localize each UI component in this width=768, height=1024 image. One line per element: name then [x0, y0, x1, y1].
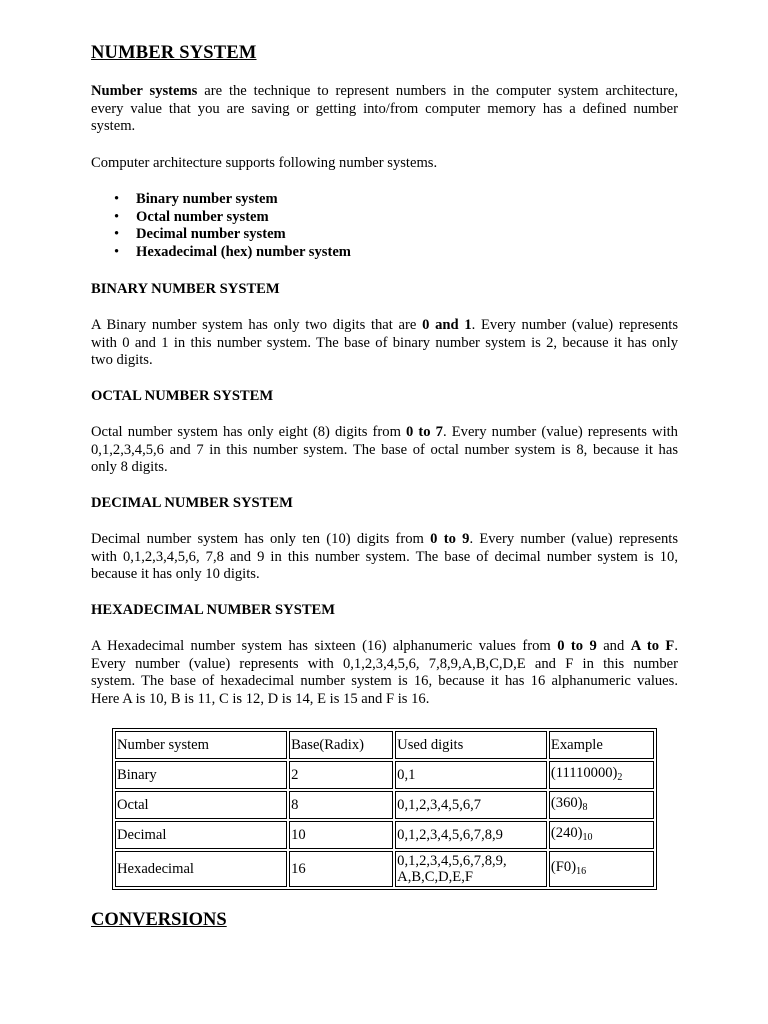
- binary-paragraph: [91, 317, 678, 370]
- list-item: [91, 191, 351, 209]
- binary-text: A Binary number system has only two digits that are: [91, 317, 423, 333]
- intro-line2: every value that you are saving or getting into/from computer memory has a defined number: [91, 100, 678, 117]
- number-system-table: [112, 728, 657, 890]
- table-cell: 0,1: [395, 761, 547, 789]
- table-header-cell: Number system: [115, 731, 287, 759]
- digits-line: A,B,C,D,E,F: [397, 869, 473, 885]
- decimal-paragraph: [91, 531, 678, 584]
- table-row: [115, 851, 654, 887]
- number-system-list: [91, 191, 351, 261]
- hex-heading: HEXADECIMAL NUMBER SYSTEM: [91, 602, 336, 618]
- hex-text: and: [596, 638, 631, 654]
- octal-paragraph: [91, 424, 678, 477]
- table-cell: 0,1,2,3,4,5,6,7,8,9: [395, 821, 547, 849]
- list-item-label: Hexadecimal (hex) number system: [136, 243, 351, 260]
- table-row: [115, 761, 654, 789]
- table-cell: [549, 821, 654, 849]
- list-item: [91, 226, 351, 244]
- list-item-label: Binary number system: [136, 191, 278, 207]
- table-cell: [549, 761, 654, 789]
- hex-letters: A to F: [630, 638, 675, 654]
- table-cell: [549, 851, 654, 887]
- table-cell: 0,1,2,3,4,5,6,7: [395, 791, 547, 819]
- binary-text: . Every number (value) represents: [471, 317, 679, 333]
- supports-text: Computer architecture supports following number systems.: [91, 155, 438, 171]
- bullet-icon: •: [114, 226, 120, 243]
- octal-line3: only 8 digits.: [91, 459, 168, 475]
- octal-line2: 0,1,2,3,4,5,6 and 7 in this number system. The base of octal number system is 8, because it has: [91, 441, 678, 458]
- hex-paragraph: [91, 638, 678, 708]
- octal-text: Octal number system has only eight (8) digits from: [91, 424, 407, 440]
- list-item: [91, 209, 351, 227]
- example-value: (F0): [550, 858, 577, 875]
- example-value: (240): [550, 824, 583, 841]
- table-header-cell: Used digits: [395, 731, 547, 759]
- example-base: 2: [617, 771, 623, 783]
- table-cell: 2: [289, 761, 393, 789]
- hex-line2: Every number (value) represents with 0,1,2,3,4,5,6, 7,8,9,A,B,C,D,E and F in this number: [91, 655, 678, 672]
- hex-digits: 0 to 9: [557, 638, 597, 654]
- intro-line1: are the technique to represent numbers in the computer system architecture,: [197, 83, 678, 99]
- bullet-icon: •: [114, 191, 120, 207]
- binary-digits: 0 and 1: [422, 317, 472, 333]
- binary-line2: with 0 and 1 in this number system. The base of binary number system is 2, because it has only: [91, 334, 678, 351]
- octal-text: . Every number (value) represents with: [442, 424, 678, 440]
- conversions-heading: CONVERSIONS: [91, 910, 227, 930]
- example-value: (11110000): [550, 764, 618, 781]
- intro-paragraph: [91, 83, 678, 136]
- list-item: [91, 244, 351, 262]
- example-base: 16: [576, 865, 587, 877]
- decimal-digits: 0 to 9: [430, 531, 470, 547]
- table-cell: Hexadecimal: [115, 851, 287, 887]
- hex-line4: Here A is 10, B is 11, C is 12, D is 14, E is 15 and F is 16.: [91, 690, 430, 707]
- table-cell: Octal: [115, 791, 287, 819]
- table-row: [115, 791, 654, 819]
- table-cell: 10: [289, 821, 393, 849]
- table-cell: Decimal: [115, 821, 287, 849]
- table-cell: [395, 851, 547, 887]
- binary-line3: two digits.: [91, 352, 153, 368]
- example-value: (360): [550, 794, 583, 811]
- list-item-label: Decimal number system: [136, 226, 286, 243]
- decimal-text: . Every number (value) represents: [469, 531, 678, 547]
- octal-digits: 0 to 7: [406, 424, 443, 440]
- table-cell: 16: [289, 851, 393, 887]
- hex-line3: system. The base of hexadecimal number system is 16, because it has 16 alphanumeric values.: [91, 673, 678, 689]
- list-item-label: Octal number system: [136, 208, 269, 225]
- page-title: NUMBER SYSTEM: [91, 43, 257, 63]
- table-row: [115, 821, 654, 849]
- table-cell: 8: [289, 791, 393, 819]
- decimal-line3: because it has only 10 digits.: [91, 566, 260, 582]
- example-base: 8: [582, 801, 588, 813]
- decimal-line2: with 0,1,2,3,4,5,6, 7,8 and 9 in this number system. The base of decimal number system is 10,: [91, 548, 678, 565]
- digits-line: 0,1,2,3,4,5,6,7,8,9,: [397, 853, 507, 869]
- intro-bold-term: Number systems: [91, 83, 198, 99]
- hex-text: A Hexadecimal number system has sixteen (16) alphanumeric values from: [91, 638, 558, 654]
- octal-heading: OCTAL NUMBER SYSTEM: [91, 388, 274, 404]
- table-header-cell: Example: [549, 731, 654, 759]
- decimal-text: Decimal number system has only ten (10) digits from: [91, 531, 431, 547]
- bullet-icon: •: [114, 208, 120, 225]
- table-cell: [549, 791, 654, 819]
- binary-heading: BINARY NUMBER SYSTEM: [91, 281, 280, 297]
- table-header-cell: Base(Radix): [289, 731, 393, 759]
- table-cell: Binary: [115, 761, 287, 789]
- supports-paragraph: [91, 155, 678, 173]
- intro-line3: system.: [91, 118, 136, 134]
- table-header-row: [115, 731, 654, 759]
- bullet-icon: •: [114, 243, 120, 260]
- hex-text: .: [674, 638, 678, 654]
- example-base: 10: [582, 831, 593, 843]
- decimal-heading: DECIMAL NUMBER SYSTEM: [91, 495, 293, 511]
